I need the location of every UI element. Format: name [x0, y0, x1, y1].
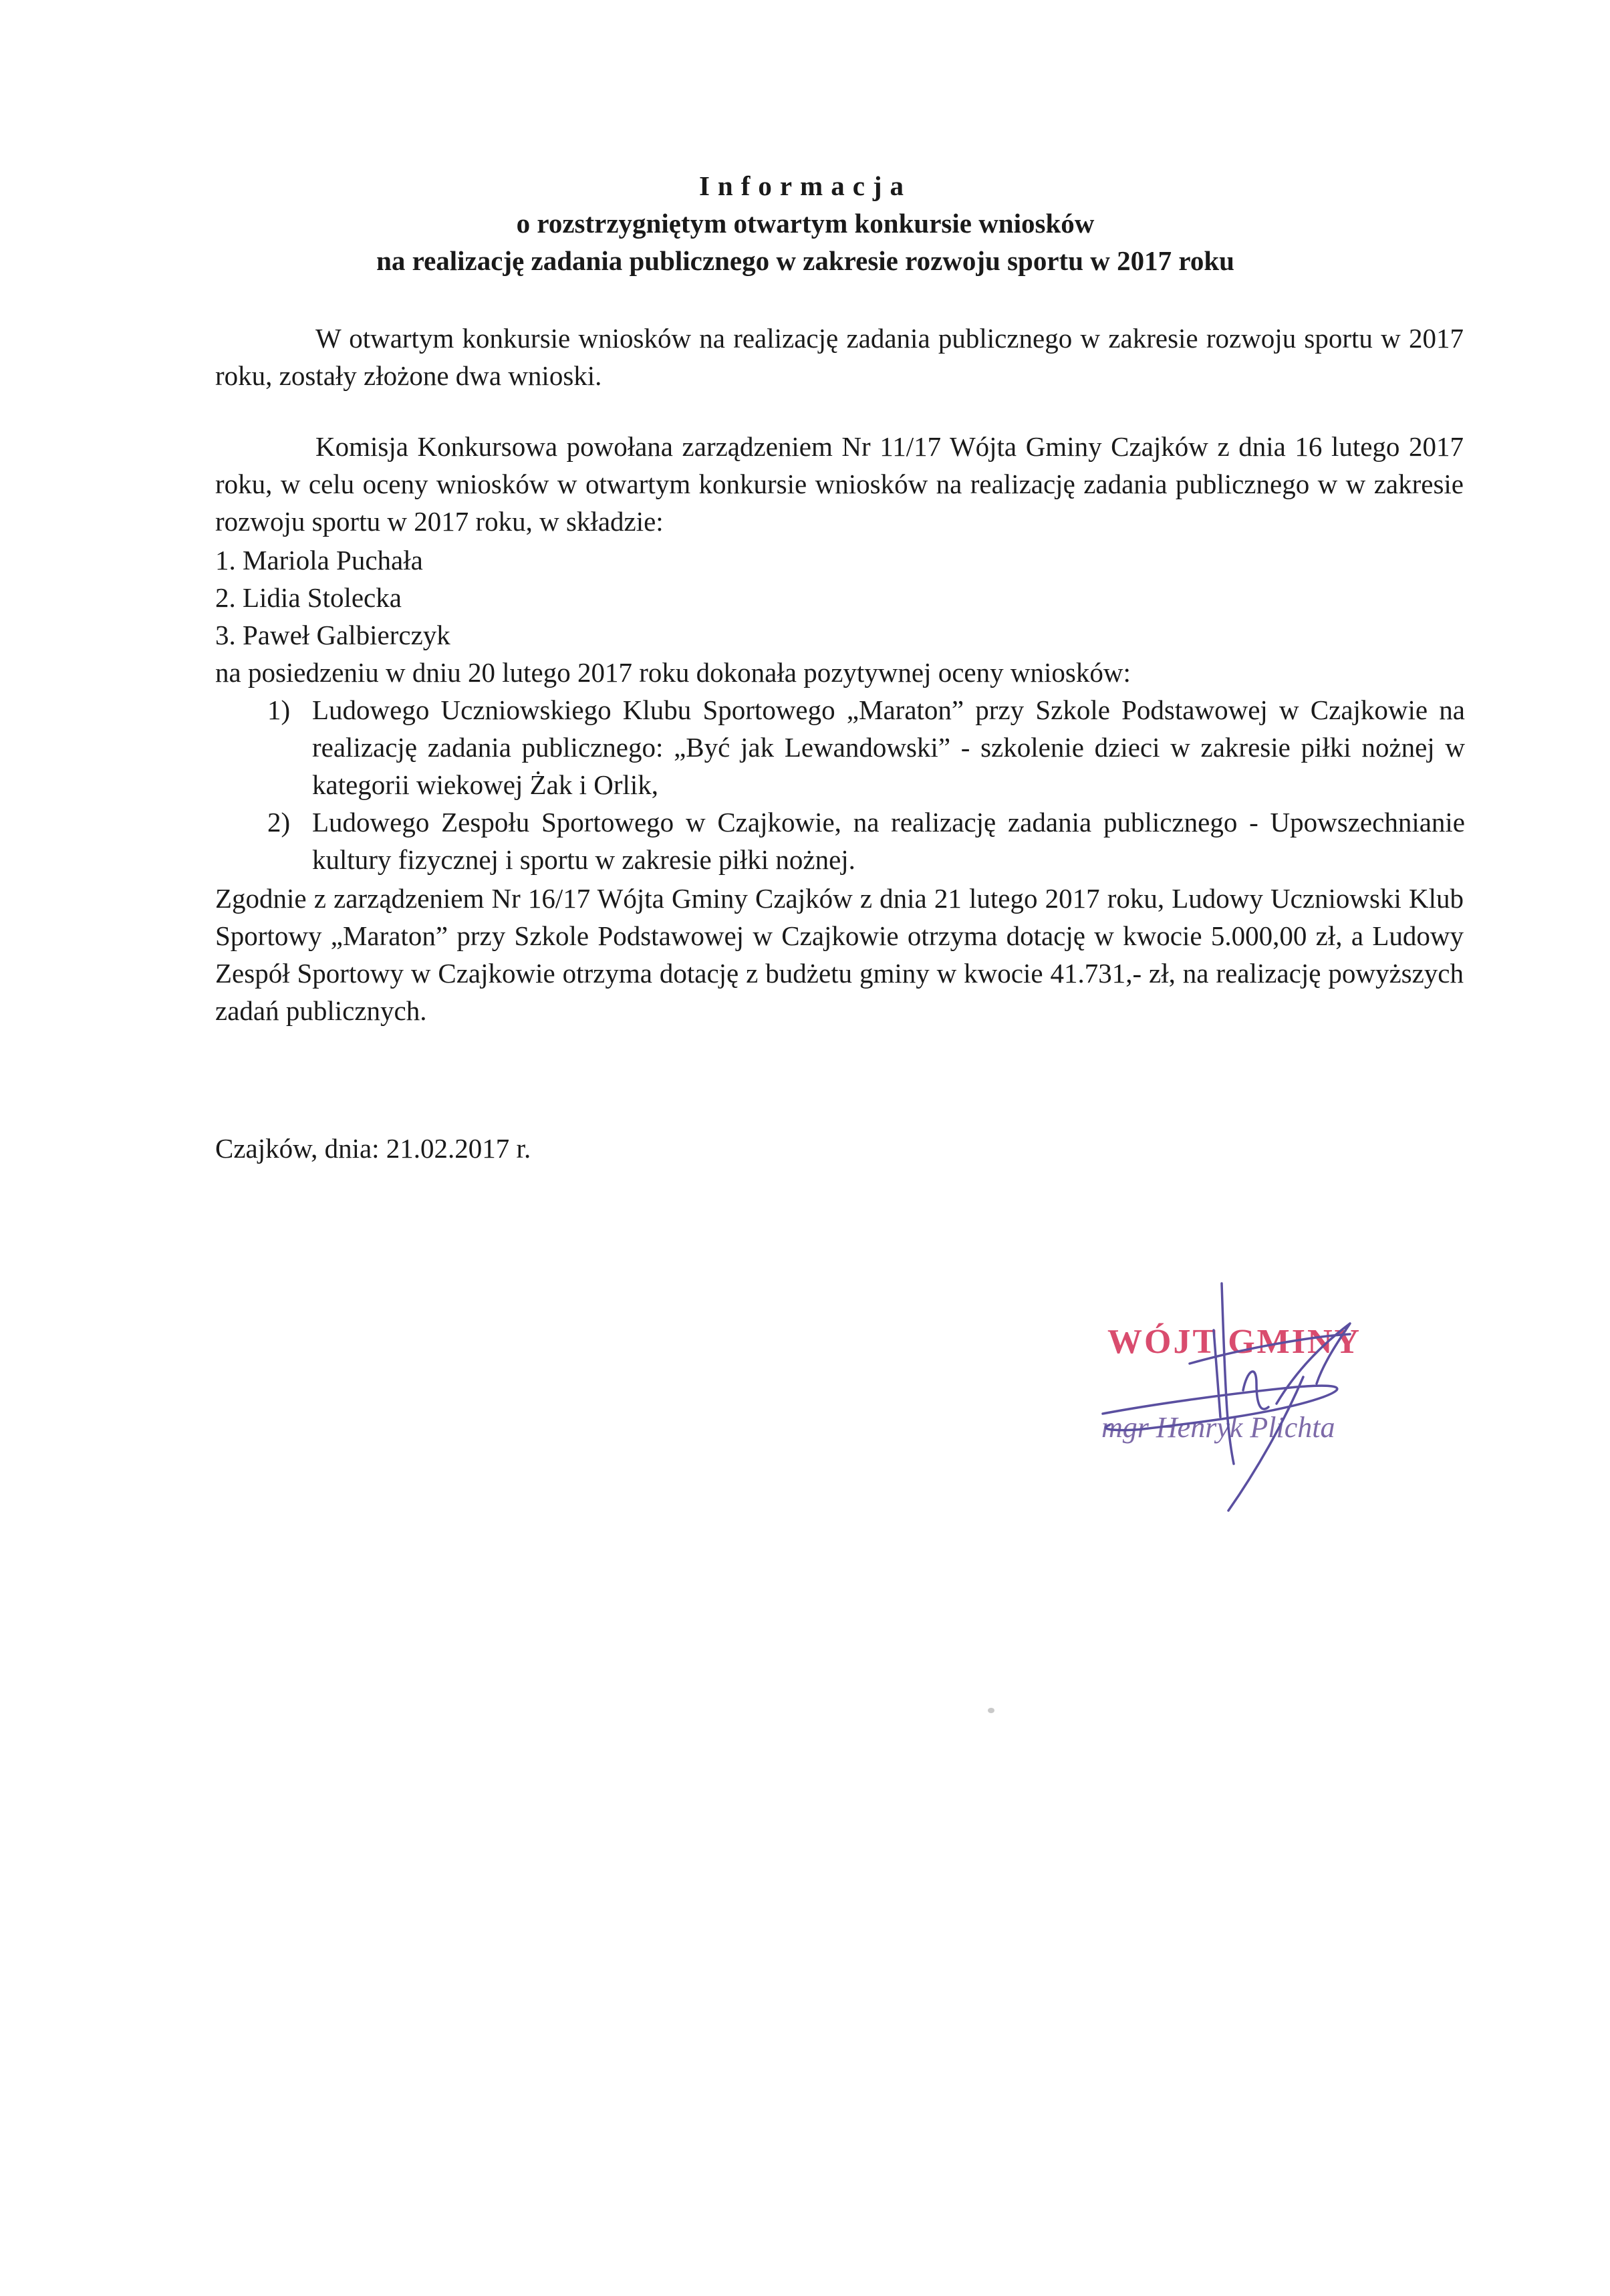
member-1: 1. Mariola Puchała — [215, 545, 423, 576]
application-1-number: 1) — [267, 694, 291, 725]
handwritten-signature — [1056, 1270, 1403, 1551]
scan-speck — [988, 1708, 994, 1713]
document-title — [200, 167, 1410, 205]
member-2: 2. Lidia Stolecka — [215, 582, 402, 613]
title-text: Informacja — [698, 170, 912, 201]
application-1 — [267, 691, 1470, 805]
signature-stroke-2 — [1214, 1330, 1220, 1417]
place-date: Czajków, dnia: 21.02.2017 r. — [215, 1133, 531, 1164]
signature-stroke-1 — [1222, 1283, 1234, 1464]
application-2-number: 2) — [267, 807, 291, 838]
signature-stroke-6 — [1228, 1377, 1303, 1511]
document-subtitle-2: na realizację zadania publicznego w zakresie rozwoju sportu w 2017 roku — [376, 245, 1234, 276]
document-subtitle-1: o rozstrzygniętym otwartym konkursie wniosków — [516, 208, 1095, 239]
stamp-name: mgr Henryk Plichta — [1101, 1411, 1335, 1444]
paragraph-intro: W otwartym konkursie wniosków na realizację zadania publicznego w zakresie rozwoju sportu w 2017 roku, zostały złożone dwa wnioski. — [215, 323, 1464, 391]
paragraph-decision: Zgodnie z zarządzeniem Nr 16/17 Wójta Gminy Czajków z dnia 21 lutego 2017 roku, Ludowy Uczniowski Klub Sportowy „Maraton” przy Szkole Podstawowej w Czajkowie otrzyma dotację w kwocie 5.000,00 zł, a Ludowy Zespół Sportowy w Czajkowie otrzyma dotację z budżetu gminy w kwocie 41.731,- zł, na realizację powyższych zadań publicznych. — [215, 883, 1464, 1026]
stamp-office: WÓJT GMINY — [1107, 1323, 1362, 1361]
member-3: 3. Paweł Galbierczyk — [215, 620, 450, 650]
application-2 — [267, 803, 1470, 878]
application-1-text: Ludowego Uczniowskiego Klubu Sportowego „Maraton” przy Szkole Podstawowej w Czajkowie na realizację zadania publicznego: „Być jak Lewandowski” - szkolenie dzieci w zakresie piłki nożnej w kategorii wiekowej Żak i Orlik, — [312, 694, 1465, 800]
application-2-text: Ludowego Zespołu Sportowego w Czajkowie, na realizację zadania publicznego - Upowszechnianie kultury fizycznej i sportu w zakresie piłki nożnej. — [312, 807, 1465, 875]
meeting-line: na posiedzeniu w dniu 20 lutego 2017 roku dokonała pozytywnej oceny wniosków: — [215, 657, 1131, 688]
paragraph-commission: Komisja Konkursowa powołana zarządzeniem Nr 11/17 Wójta Gminy Czajków z dnia 16 lutego 2017 roku, w celu oceny wniosków w otwartym konkursie wniosków na realizację zadania publicznego w w zakresie rozwoju sportu w 2017 roku, w składzie: — [215, 431, 1464, 537]
